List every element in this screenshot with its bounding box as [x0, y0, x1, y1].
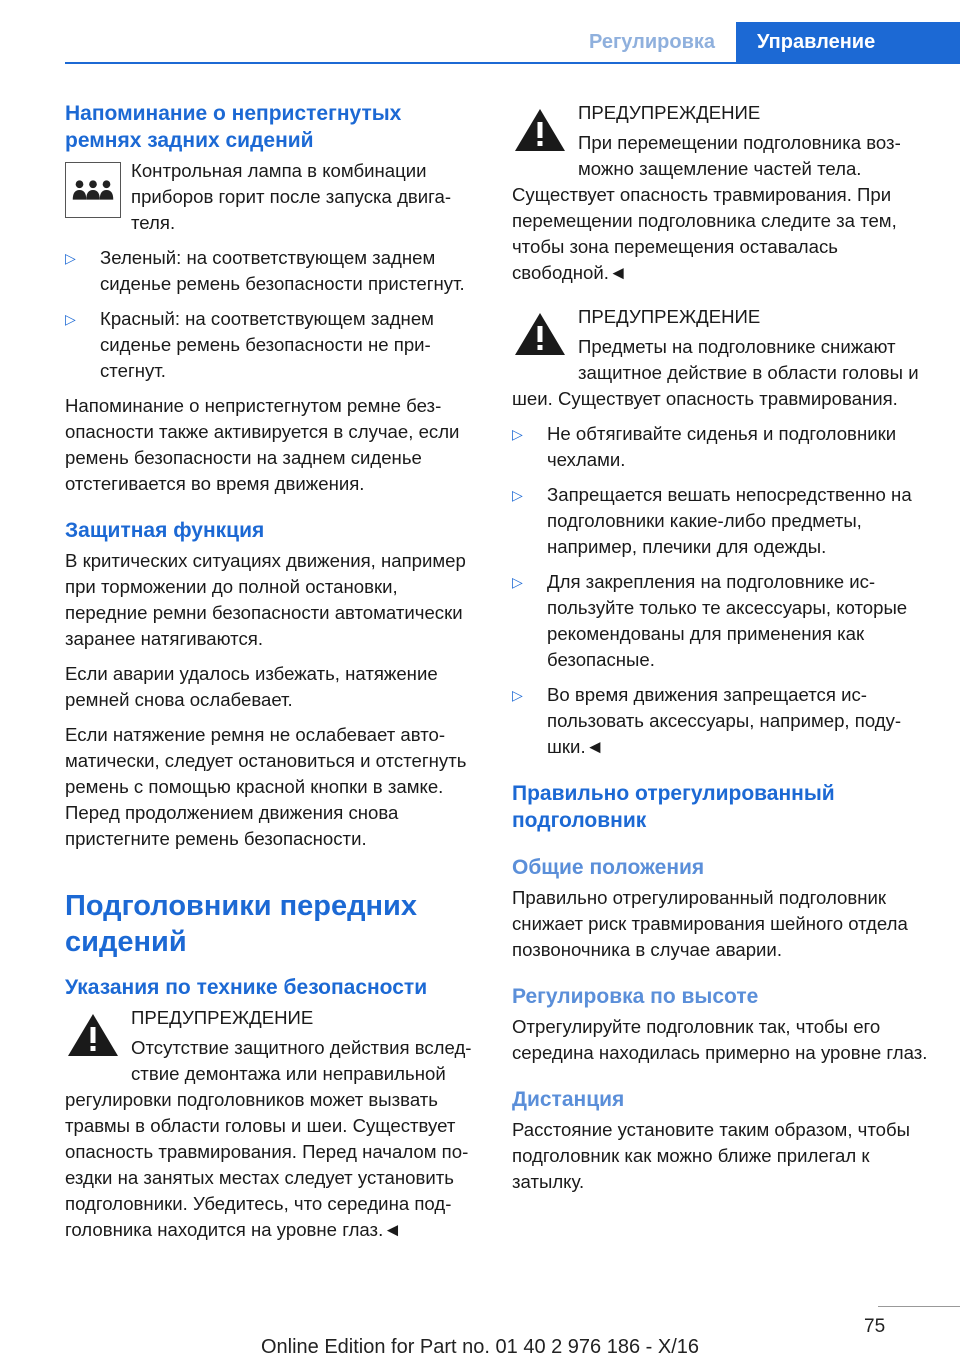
edition-footer: Online Edition for Part no. 01 40 2 976 186 - X/16: [260, 1336, 700, 1358]
list-item-3: [512, 569, 930, 673]
list-item-4: [512, 682, 930, 760]
list-item-text: Во время движения запрещается использовать аксессуары, например, подушки.◄: [547, 684, 902, 757]
list-marker-icon: ▷: [65, 311, 76, 327]
list-item-2: [512, 482, 930, 560]
header-divider: [65, 62, 960, 64]
list-item-text: Не обтягивайте сиденья и подголовники чехлами.: [547, 423, 897, 470]
heading-distance: Дистанция: [512, 1088, 625, 1111]
list-marker-icon: ▷: [512, 426, 523, 442]
lamp-info-block: [65, 158, 479, 245]
left-column: [65, 100, 479, 1252]
heading-protect-function: Защитная функция: [65, 519, 265, 542]
list-item-text: Зеленый: на соответствующем заднем сиденье ремень безопасности пристегнут.: [100, 247, 465, 294]
rear-seat-occupants-icon: [65, 162, 121, 218]
protect-paragraph-3: Если натяжение ремня не ослабевает автоматически, следует остановиться и отстегнуть ремень с помощью красной кнопки в замке. Перед продолжением движения снова пристегните ремень безопасности.: [65, 724, 467, 849]
list-marker-icon: ▷: [512, 687, 523, 703]
list-item-1: [512, 421, 930, 473]
warning-icon: [65, 1011, 121, 1059]
warning-text: Отсутствие защитного действия вследствие демонтажа или неправильной регулировки подголовников может вызвать травмы в области головы и шеи. Существует опасность травмирования. Перед началом поездки на занятых местах следует установить подголовники. Убедитесь, что середина подголовника находится на уровне глаз.◄: [65, 1037, 472, 1240]
list-marker-icon: ▷: [512, 487, 523, 503]
heading-general: Общие положения: [512, 856, 705, 879]
heading-safety-notes: Указания по технике безопасности: [65, 976, 428, 999]
general-paragraph: Правильно отрегулированный подголовник снижает риск травмирования шейного отдела позвоночника в случае аварии.: [512, 887, 908, 960]
warning-text: Предметы на подголовнике снижают защитное действие в области головы и шеи. Существует опасность травмирования.: [512, 336, 919, 409]
list-item-text: Для закрепления на подголовнике используйте только те аксессуары, которые рекомендованы для применения как безопасные.: [547, 571, 908, 670]
list-item-green: [65, 245, 479, 297]
list-marker-icon: ▷: [512, 574, 523, 590]
footer-divider: [878, 1306, 960, 1307]
warning-title: ПРЕДУПРЕЖДЕНИЕ: [131, 1007, 314, 1028]
distance-paragraph: Расстояние установите таким образом, чтобы подголовник как можно ближе прилегал к затылку.: [512, 1119, 911, 1192]
list-item-text: Красный: на соответствующем заднем сиденье ремень безопасности не пристегнут.: [100, 308, 434, 381]
list-item-text: Запрещается вешать непосредственно на подголовники какие-либо предметы, например, плечики для одежды.: [547, 484, 912, 557]
reminder-paragraph: Напоминание о непристегнутом ремне безопасности также активируется в случае, если ремень безопасности на заднем сиденье отстегивается во время движения.: [65, 395, 460, 494]
warning-block-2: [512, 304, 930, 412]
height-paragraph: Отрегулируйте подголовник так, чтобы его середина находилась примерно на уровне глаз.: [512, 1016, 928, 1063]
warning-block-1: [512, 100, 930, 286]
warning-block: [65, 1005, 479, 1243]
warning-title: ПРЕДУПРЕЖДЕНИЕ: [578, 102, 761, 123]
lamp-text: Контрольная лампа в комбинации приборов горит после запуска двигателя.: [131, 160, 452, 233]
tab-controls[interactable]: Управление: [736, 22, 960, 62]
heading-front-headrests: Подголовники передних сидений: [65, 890, 417, 958]
warning-icon: [512, 106, 568, 154]
warning-title: ПРЕДУПРЕЖДЕНИЕ: [578, 306, 761, 327]
right-column: [512, 100, 930, 1204]
heading-correct-headrest: Правильно отрегулированный подголовник: [512, 782, 835, 832]
heading-rear-belt-reminder: Напоминание о непристегнутых ремнях задних сидений: [65, 102, 402, 152]
list-marker-icon: ▷: [65, 250, 76, 266]
list-item-red: [65, 306, 479, 384]
heading-height: Регулировка по высоте: [512, 985, 759, 1008]
protect-paragraph-2: Если аварии удалось избежать, натяжение ремней снова ослабевает.: [65, 663, 438, 710]
warning-text: При перемещении подголовника возможно защемление частей тела. Существует опасность травмирования. При перемещении подголовника следите за тем, чтобы зона перемещения оставалась свободной.◄: [512, 132, 901, 283]
header-tabs: [568, 22, 960, 62]
page-number: 75: [864, 1316, 886, 1337]
warning-icon: [512, 310, 568, 358]
tab-adjustment[interactable]: Регулировка: [568, 22, 736, 62]
protect-paragraph-1: В критических ситуациях движения, например при торможении до полной остановки, передние ремни безопасности автоматически заранее натягиваются.: [65, 550, 466, 649]
